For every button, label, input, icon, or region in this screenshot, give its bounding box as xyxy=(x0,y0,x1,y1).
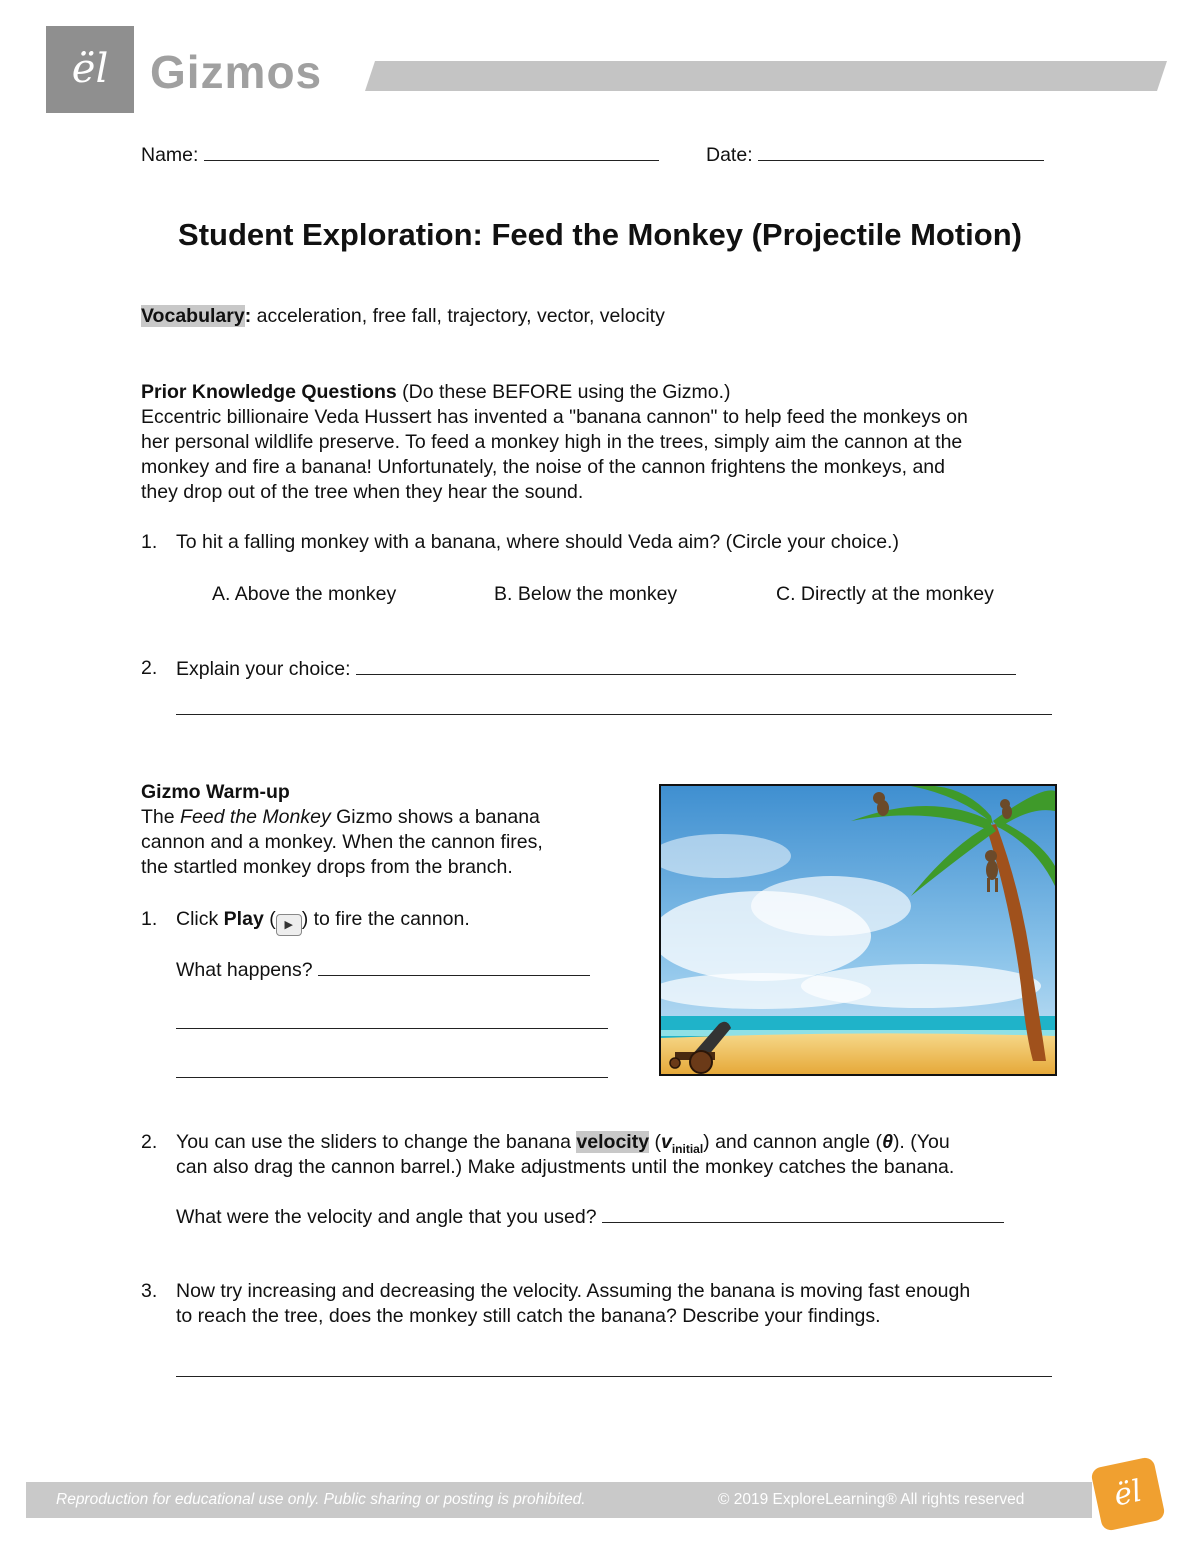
warmup-q2-mid: ) and cannon angle ( xyxy=(703,1131,883,1153)
date-field[interactable] xyxy=(706,142,1044,168)
choice-b[interactable]: B. Below the monkey xyxy=(494,583,678,605)
vocabulary-colon: : xyxy=(244,305,252,327)
warmup-q2-paren: ( xyxy=(649,1131,661,1153)
prior-q2-text: Explain your choice: xyxy=(176,658,351,680)
velocity-subscript: initial xyxy=(671,1141,704,1156)
prior-paragraph-line-4: they drop out of the tree when they hear the sound. xyxy=(141,481,584,503)
vocabulary-label: Vocabulary xyxy=(141,305,245,327)
gizmo-screenshot xyxy=(659,784,1057,1076)
what-happens-label: What happens? xyxy=(176,959,313,981)
prior-q1-number: 1. xyxy=(141,531,158,553)
name-field[interactable] xyxy=(141,142,659,168)
warmup-intro-line-3: the startled monkey drops from the branch. xyxy=(141,856,513,878)
what-happens-line[interactable] xyxy=(176,957,590,983)
what-happens-blank-1[interactable] xyxy=(318,957,590,976)
warmup-q1-text xyxy=(176,907,470,936)
warmup-q3-line-1: Now try increasing and decreasing the velocity. Assuming the banana is moving fast enough xyxy=(176,1280,971,1302)
warmup-q2-number: 2. xyxy=(141,1131,158,1153)
velocity-angle-blank[interactable] xyxy=(602,1204,1004,1223)
gizmo-name: Feed the Monkey xyxy=(180,806,331,828)
followup-label: What were the velocity and angle that you used? xyxy=(176,1206,597,1228)
prior-knowledge-heading: Prior Knowledge Questions xyxy=(141,381,397,403)
warmup-intro-line-1 xyxy=(141,805,540,830)
findings-blank[interactable] xyxy=(176,1376,1052,1377)
prior-paragraph-line-1: Eccentric billionaire Veda Hussert has invented a "banana cannon" to help feed the monkeys on xyxy=(141,406,968,428)
prior-q1-text: To hit a falling monkey with a banana, where should Veda aim? (Circle your choice.) xyxy=(176,531,899,553)
explain-blank-1[interactable] xyxy=(356,656,1016,675)
velocity-term: velocity xyxy=(576,1131,650,1153)
choice-a[interactable]: A. Above the monkey xyxy=(212,583,397,605)
warmup-q2-followup[interactable] xyxy=(176,1204,1004,1230)
play-icon: ▶ xyxy=(276,914,302,936)
warmup-intro-post: Gizmo shows a banana xyxy=(330,806,540,828)
explorelearning-logo: ël xyxy=(71,46,109,92)
theta-symbol: θ xyxy=(882,1131,893,1153)
date-label: Date: xyxy=(706,144,753,166)
vocabulary-terms: acceleration, free fall, trajectory, vector, velocity xyxy=(251,305,665,327)
warmup-intro-line-2: cannon and a monkey. When the cannon fires, xyxy=(141,831,543,853)
prior-knowledge-heading-line xyxy=(141,380,731,405)
warmup-intro-pre: The xyxy=(141,806,181,828)
explorelearning-badge: ël xyxy=(1090,1456,1166,1532)
explain-blank-2[interactable] xyxy=(176,714,1052,715)
choice-c[interactable]: C. Directly at the monkey xyxy=(776,583,994,605)
page-title: Student Exploration: Feed the Monkey (Projectile Motion) xyxy=(178,217,1022,252)
what-happens-blank-3[interactable] xyxy=(176,1077,608,1078)
warmup-q3-line-2: to reach the tree, does the monkey still catch the banana? Describe your findings. xyxy=(176,1305,881,1327)
warmup-q1-mid: ( xyxy=(263,908,276,930)
footer-notice: Reproduction for educational use only. Public sharing or posting is prohibited. xyxy=(56,1491,586,1508)
name-label: Name: xyxy=(141,144,199,166)
warmup-q3-number: 3. xyxy=(141,1280,158,1302)
warmup-q2-post: ). (You xyxy=(892,1131,950,1153)
play-label: Play xyxy=(223,908,264,930)
name-blank[interactable] xyxy=(204,142,659,161)
header-stripe xyxy=(365,61,1167,91)
warmup-q2-line-2: can also drag the cannon barrel.) Make adjustments until the monkey catches the banana. xyxy=(176,1156,955,1178)
brand-name: Gizmos xyxy=(150,46,323,98)
beach-scene-image xyxy=(661,786,1055,1074)
prior-q2-line[interactable] xyxy=(176,656,1016,682)
prior-knowledge-note: (Do these BEFORE using the Gizmo.) xyxy=(396,381,731,403)
date-blank[interactable] xyxy=(758,142,1044,161)
prior-q2-number: 2. xyxy=(141,657,158,679)
prior-paragraph-line-2: her personal wildlife preserve. To feed a monkey high in the trees, simply aim the cannon at the xyxy=(141,431,963,453)
warmup-heading: Gizmo Warm-up xyxy=(141,781,290,803)
warmup-q1-pre: Click xyxy=(176,908,224,930)
warmup-q1-post: ) to fire the cannon. xyxy=(301,908,470,930)
prior-paragraph-line-3: monkey and fire a banana! Unfortunately, the noise of the cannon frightens the monkeys, and xyxy=(141,456,945,478)
vocabulary-line xyxy=(141,304,665,329)
velocity-symbol: v xyxy=(660,1131,672,1153)
footer-copyright: © 2019 ExploreLearning® All rights reserved xyxy=(718,1491,1025,1508)
warmup-q1-number: 1. xyxy=(141,908,158,930)
warmup-q2-pre: You can use the sliders to change the banana xyxy=(176,1131,577,1153)
what-happens-blank-2[interactable] xyxy=(176,1028,608,1029)
